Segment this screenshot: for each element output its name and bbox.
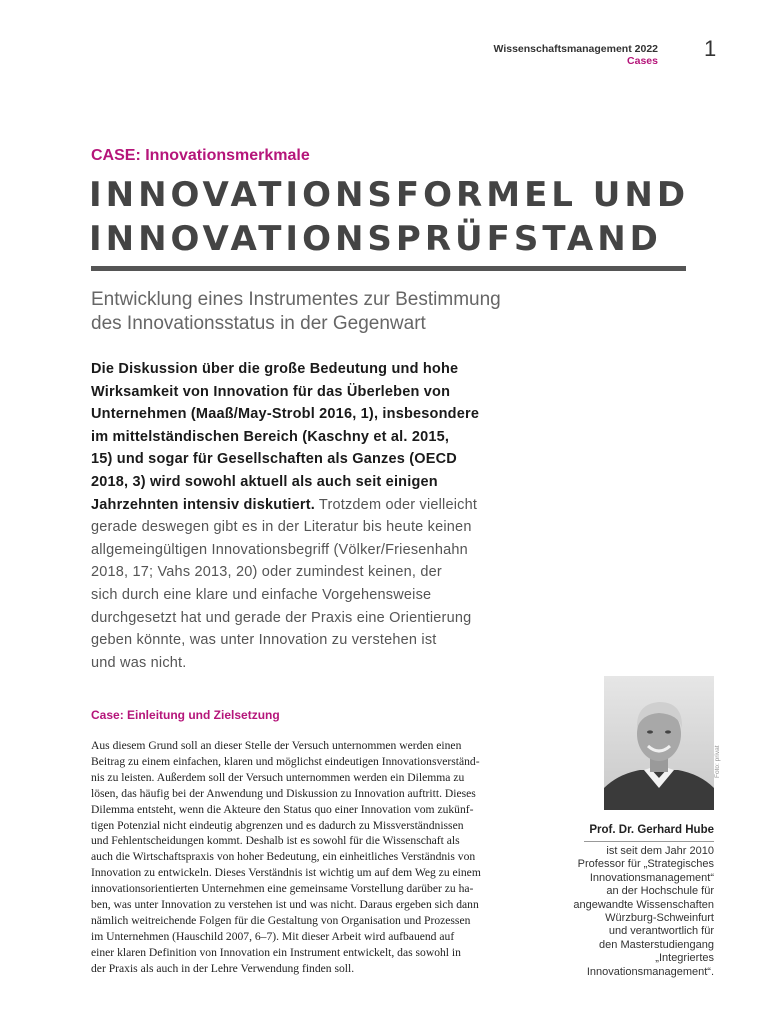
case-kicker: CASE: Innovationsmerkmale xyxy=(91,147,310,164)
lead-line: geben könnte, was unter Innovation zu verstehen ist xyxy=(91,632,437,649)
lead-line: Unternehmen (Maaß/May-Strobl 2016, 1), insbesondere xyxy=(91,406,480,423)
body-line: tigen Potenzial nicht eindeutig abgrenzen und es dadurch zu Missverständnissen xyxy=(91,818,464,832)
subtitle-line-2: des Innovationsstatus in der Gegenwart xyxy=(91,313,426,334)
body-line: Innovation zu entwickeln. Dieses Verständnis ist wichtig um auf dem Weg zu einem xyxy=(91,866,481,880)
bio-line: Würzburg-Schweinfurt xyxy=(605,912,714,925)
bio-line: Innovationsmanagement“ xyxy=(589,871,714,884)
body-line: innovationsorientierten Unternehmen eine gemeinsame Vorstellung darüber zu ha- xyxy=(91,882,474,896)
headline-line-1: INNOVATIONSFORMEL UND xyxy=(89,175,690,215)
author-name: Prof. Dr. Gerhard Hube xyxy=(589,824,714,836)
lead-line: 15) und sogar für Gesellschaften als Ganzes (OECD xyxy=(91,451,457,468)
body-line: einer klaren Definition von Innovation ein Instrument entwickelt, das sowohl in xyxy=(91,945,461,959)
bio-line: „Integriertes xyxy=(655,952,714,965)
lead-bold xyxy=(91,361,479,513)
headline-rule xyxy=(91,266,686,271)
journal-title: Wissenschaftsmanagement 2022 xyxy=(493,43,658,55)
lead-rest xyxy=(91,497,477,671)
lead-paragraph xyxy=(91,358,521,674)
lead-line: Trotzdem oder vielleicht xyxy=(318,496,478,513)
headline-line-2: INNOVATIONSPRÜFSTAND xyxy=(89,219,662,259)
lead-line: 2018, 17; Vahs 2013, 20) oder zumindest keinen, der xyxy=(91,564,442,581)
lead-line: und was nicht. xyxy=(91,654,187,671)
bio-line: Professor für „Strategisches xyxy=(577,858,714,871)
article-subtitle xyxy=(91,288,611,336)
body-line: der Praxis als auch in der Lehre Verwendung finden soll. xyxy=(91,961,355,975)
photo-credit: Foto: privat xyxy=(714,745,721,778)
lead-line: Die Diskussion über die große Bedeutung und hohe xyxy=(91,361,459,377)
portrait-illustration xyxy=(604,676,714,810)
bio-line: angewandte Wissenschaften xyxy=(573,898,714,911)
body-line: Aus diesem Grund soll an dieser Stelle der Versuch unternommen werden einen xyxy=(91,739,462,752)
article-headline xyxy=(89,173,749,261)
body-line: Beitrag zu einem einfachen, klaren und möglichst eindeutigen Innovationsverständ- xyxy=(91,754,480,768)
section-heading: Case: Einleitung und Zielsetzung xyxy=(91,708,280,722)
bio-line: ist seit dem Jahr 2010 xyxy=(606,845,714,857)
bio-divider xyxy=(584,841,714,842)
body-line: ben, was unter Innovation zu verstehen ist und was nicht. Daraus ergeben sich dann xyxy=(91,898,479,912)
bio-line: den Masterstudiengang xyxy=(599,938,714,951)
body-line: nis zu leisten. Außerdem soll der Versuch unternommen werden ein Dilemma zu xyxy=(91,770,465,784)
lead-line: im mittelständischen Bereich (Kaschny et al. 2015, xyxy=(91,428,450,445)
body-line: und Fehlentscheidungen kommt. Deshalb ist es sowohl für die Wissenschaft als xyxy=(91,834,460,848)
lead-line: Wirksamkeit von Innovation für das Überleben von xyxy=(91,383,451,400)
bio-line: Innovationsmanagement“. xyxy=(586,965,714,978)
author-portrait xyxy=(604,676,714,810)
lead-line: allgemeingültigen Innovationsbegriff (Völker/Friesenhahn xyxy=(91,541,468,558)
bio-line: an der Hochschule für xyxy=(606,885,714,898)
section-label: Cases xyxy=(627,55,658,67)
subtitle-line-1: Entwicklung eines Instrumentes zur Bestimmung xyxy=(91,289,501,310)
author-bio xyxy=(544,845,714,979)
body-line: im Unternehmen (Hauschild 2007, 6–7). Mit dieser Arbeit wird aufbauend auf xyxy=(91,929,455,943)
body-line: auch die Wirtschaftspraxis von hoher Bedeutung, ein einheitliches Verständnis von xyxy=(91,850,476,864)
lead-line: gerade deswegen gibt es in der Literatur bis heute keinen xyxy=(91,519,472,536)
body-line: nämlich weitreichende Folgen für die Gestaltung von Organisation und Prozessen xyxy=(91,913,471,927)
body-line: lösen, das häufig bei der Anwendung und Diskussion zu Innovation auftritt. Dieses xyxy=(91,786,476,800)
bio-line: und verantwortlich für xyxy=(608,925,714,938)
section-body xyxy=(91,738,501,977)
lead-line: Jahrzehnten intensiv diskutiert. xyxy=(91,496,315,513)
body-line: Dilemma entsteht, wenn die Akteure den Status quo einer Innovation vom zukünf- xyxy=(91,802,474,816)
page-number: 1 xyxy=(704,36,717,61)
lead-line: durchgesetzt hat und gerade der Praxis eine Orientierung xyxy=(91,609,472,626)
lead-line: sich durch eine klare und einfache Vorgehensweise xyxy=(91,586,432,603)
lead-line: 2018, 3) wird sowohl aktuell als auch seit einigen xyxy=(91,473,438,490)
